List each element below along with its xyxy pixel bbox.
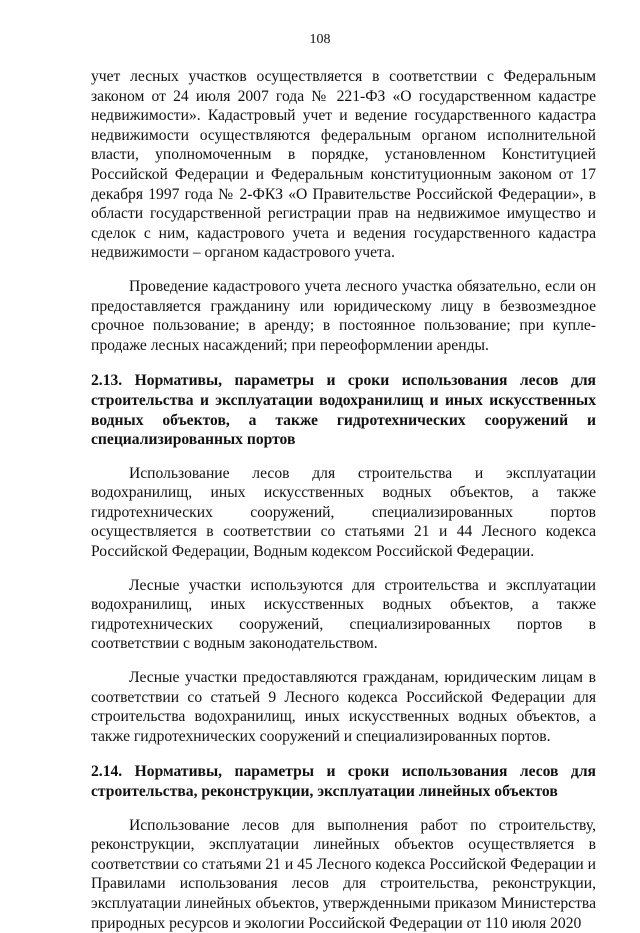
paragraph-land-plots-provision: Лесные участки предоставляются гражданам, юридическим лицам в соответствии со статьей 9 Лесного кодекса Российской Федерации для строительства водохранилищ, иных искусственных водных объектов, а также гидротехнических сооружений и специализированных портов. (91, 669, 596, 745)
paragraph-cadastral-requirement: Проведение кадастрового учета лесного участка обязательно, если он предоставляется гражданину или юридическому лицу в безвозмездное срочное пользование; в аренду; в постоянное пользование; при купле-продаже лесных насаждений; при переоформлении аренды. (91, 277, 596, 354)
page-number: 108 (309, 32, 331, 47)
paragraph-cadastral-registration: учет лесных участков осуществляется в соответствии с Федеральным законом от 24 июля 2007 года № 221-ФЗ «О государственном кадастре недвижимости». Кадастровый учет и ведение государственного кадастра недвижимости осуществляются федеральным органом исполнительной власти, уполномоченным в порядке, установленном Конституцией Российской Федерации и Федеральным конституционным законом от 17 декабря 1997 года № 2-ФКЗ «О Правительстве Российской Федерации», в области государственной регистрации прав на недвижимое имущество и сделок с ним, кадастрового учета и ведения государственного кадастра недвижимости – органом кадастрового учета. (91, 68, 596, 262)
page-content (91, 67, 596, 933)
section-heading-2-13: 2.13. Нормативы, параметры и сроки использования лесов для строительства и эксплуатации водохранилищ и иных искусственных водных объектов, а также гидротехнических сооружений и специализированных портов (91, 372, 596, 449)
paragraph-linear-objects-use: Использование лесов для выполнения работ по строительству, реконструкции, эксплуатации линейных объектов осуществляется в соответствии со статьями 21 и 45 Лесного кодекса Российской Федерации и Правилами использования лесов для строительства, реконструкции, эксплуатации линейных объектов, утвержденными приказом Министерства природных ресурсов и экологии Российской Федерации от 110 июля 2020 (91, 816, 596, 932)
section-heading-2-14: 2.14. Нормативы, параметры и сроки использования лесов для строительства, реконструкции, эксплуатации линейных объектов (91, 763, 596, 800)
paragraph-reservoir-forest-use: Использование лесов для строительства и эксплуатации водохранилищ, иных искусственных водных объектов, а также гидротехнических сооружений, специализированных портов осуществляется в соответствии со статьями 21 и 44 Лесного кодекса Российской Федерации, Водным кодексом Российской Федерации. (91, 464, 596, 561)
paragraph-land-plots-use: Лесные участки используются для строительства и эксплуатации водохранилищ, иных искусственных водных объектов, а также гидротехнических сооружений, специализированных портов в соответствии с водным законодательством. (91, 576, 596, 653)
